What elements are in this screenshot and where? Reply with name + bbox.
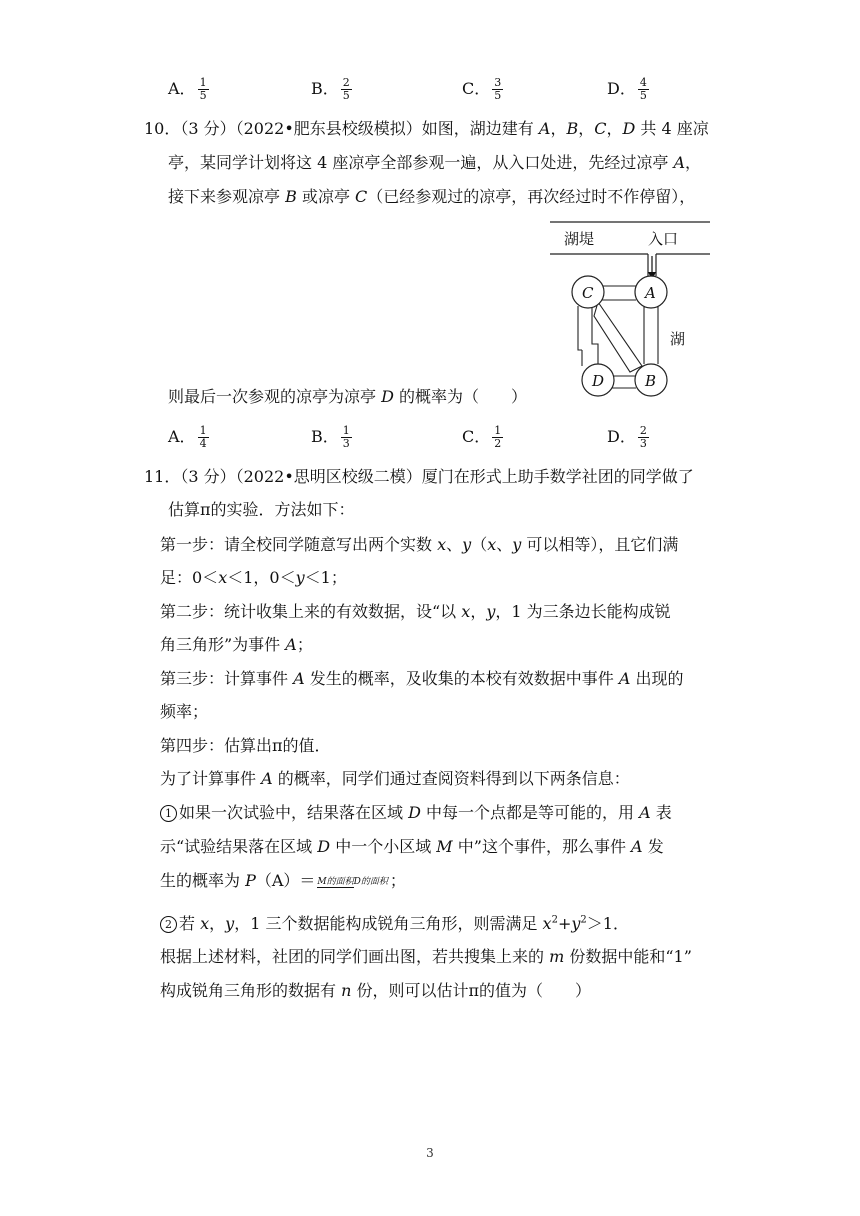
q11-info2: 2 若 x，y，1 三个数据能构成锐角三角形，则需满足 $x^2+y^2>1$．: [160, 913, 629, 935]
q11-info1-line3: 生的概率为 P（A）＝ M的面积D的面积 ；: [160, 871, 406, 890]
q10-option-c: C． $\frac{1}{2}$: [462, 424, 502, 450]
pavilion-b-label: B: [645, 372, 657, 390]
q11-last-line1: 根据上述材料，社团的同学们画出图，若共搜集上来的 m 份数据中能和“1”: [160, 947, 692, 966]
pavilion-a-label: A: [645, 284, 656, 302]
fraction: $\frac{1}{5}$: [199, 76, 207, 102]
q11-last-line2: 构成锐角三角形的数据有 n 份，则可以估计π的值为（ ）: [160, 981, 592, 1000]
q10-option-a: A． $\frac{1}{4}$: [168, 424, 207, 450]
q11-line-1: 11．（3 分）（2022•思明区校级二模）厦门在形式上助手数学社团的同学做了: [144, 467, 694, 486]
circled-number-1: 1: [160, 805, 177, 822]
q11-step1-line2: 足：0＜x＜1，0＜y＜1；: [160, 568, 347, 587]
entrance-label: 入口: [648, 230, 679, 248]
fraction: $\frac{2}{5}$: [342, 76, 350, 102]
fraction: $\frac{1}{2}$: [494, 424, 502, 450]
fraction: $\frac{1}{4}$: [199, 424, 207, 450]
area-ratio-fraction: M的面积D的面积: [317, 876, 388, 887]
page-number: 3: [426, 1146, 434, 1160]
q10-option-b: B． $\frac{1}{3}$: [311, 424, 350, 450]
q10-line-3: 接下来参观凉亭 B 或凉亭 C（已经参观过的凉亭，再次经过时不作停留），: [168, 187, 696, 206]
q11-info-intro: 为了计算事件 A 的概率，同学们通过查阅资料得到以下两条信息：: [160, 769, 630, 788]
lake-pavilion-diagram: [544, 216, 714, 406]
q11-step3-line2: 频率；: [160, 702, 209, 721]
q11-info1-line1: 1 如果一次试验中，结果落在区域 D 中每一个点都是等可能的，用 A 表: [160, 802, 672, 824]
q10-line-2: 亭，某同学计划将这 4 座凉亭全部参观一遍，从入口处进，先经过凉亭 A，: [168, 153, 702, 172]
q10-line-4: 则最后一次参观的凉亭为凉亭 D 的概率为（ ）: [168, 387, 528, 406]
fraction: $\frac{1}{3}$: [342, 424, 350, 450]
q9-option-b: B． $\frac{2}{5}$: [311, 76, 350, 102]
pavilion-d-label: D: [592, 372, 605, 390]
q11-step1-line1: 第一步：请全校同学随意写出两个实数 x、y（x、y 可以相等），且它们满: [160, 535, 679, 554]
fraction: $\frac{4}{5}$: [639, 76, 647, 102]
q10-option-d: D． $\frac{2}{3}$: [607, 424, 647, 450]
q11-step2-line1: 第二步：统计收集上来的有效数据，设“以 x，y，1 为三条边长能构成锐: [160, 602, 671, 621]
fraction: $\frac{2}{3}$: [639, 424, 647, 450]
q11-step3-line1: 第三步：计算事件 A 发生的概率，及收集的本校有效数据中事件 A 出现的: [160, 669, 684, 688]
lake-label: 湖: [670, 330, 686, 348]
q11-line-2: 估算π的实验．方法如下：: [168, 500, 355, 519]
fraction: $\frac{3}{5}$: [494, 76, 502, 102]
q9-option-a: A． $\frac{1}{5}$: [168, 76, 207, 102]
dike-label: 湖堤: [564, 230, 595, 248]
q9-option-c: C． $\frac{3}{5}$: [462, 76, 502, 102]
pavilion-c-label: C: [582, 284, 594, 302]
q11-step2-line2: 角三角形”为事件 A；: [160, 635, 313, 654]
q10-line-1: 10．（3 分）（2022•肥东县校级模拟）如图，湖边建有 A，B，C，D 共 4 座凉: [144, 119, 709, 138]
q11-info1-line2: 示“试验结果落在区域 D 中一个小区域 M 中”这个事件，那么事件 A 发: [160, 837, 664, 856]
circled-number-2: 2: [160, 916, 177, 933]
q11-step4: 第四步：估算出π的值．: [160, 736, 331, 755]
q9-option-d: D． $\frac{4}{5}$: [607, 76, 647, 102]
